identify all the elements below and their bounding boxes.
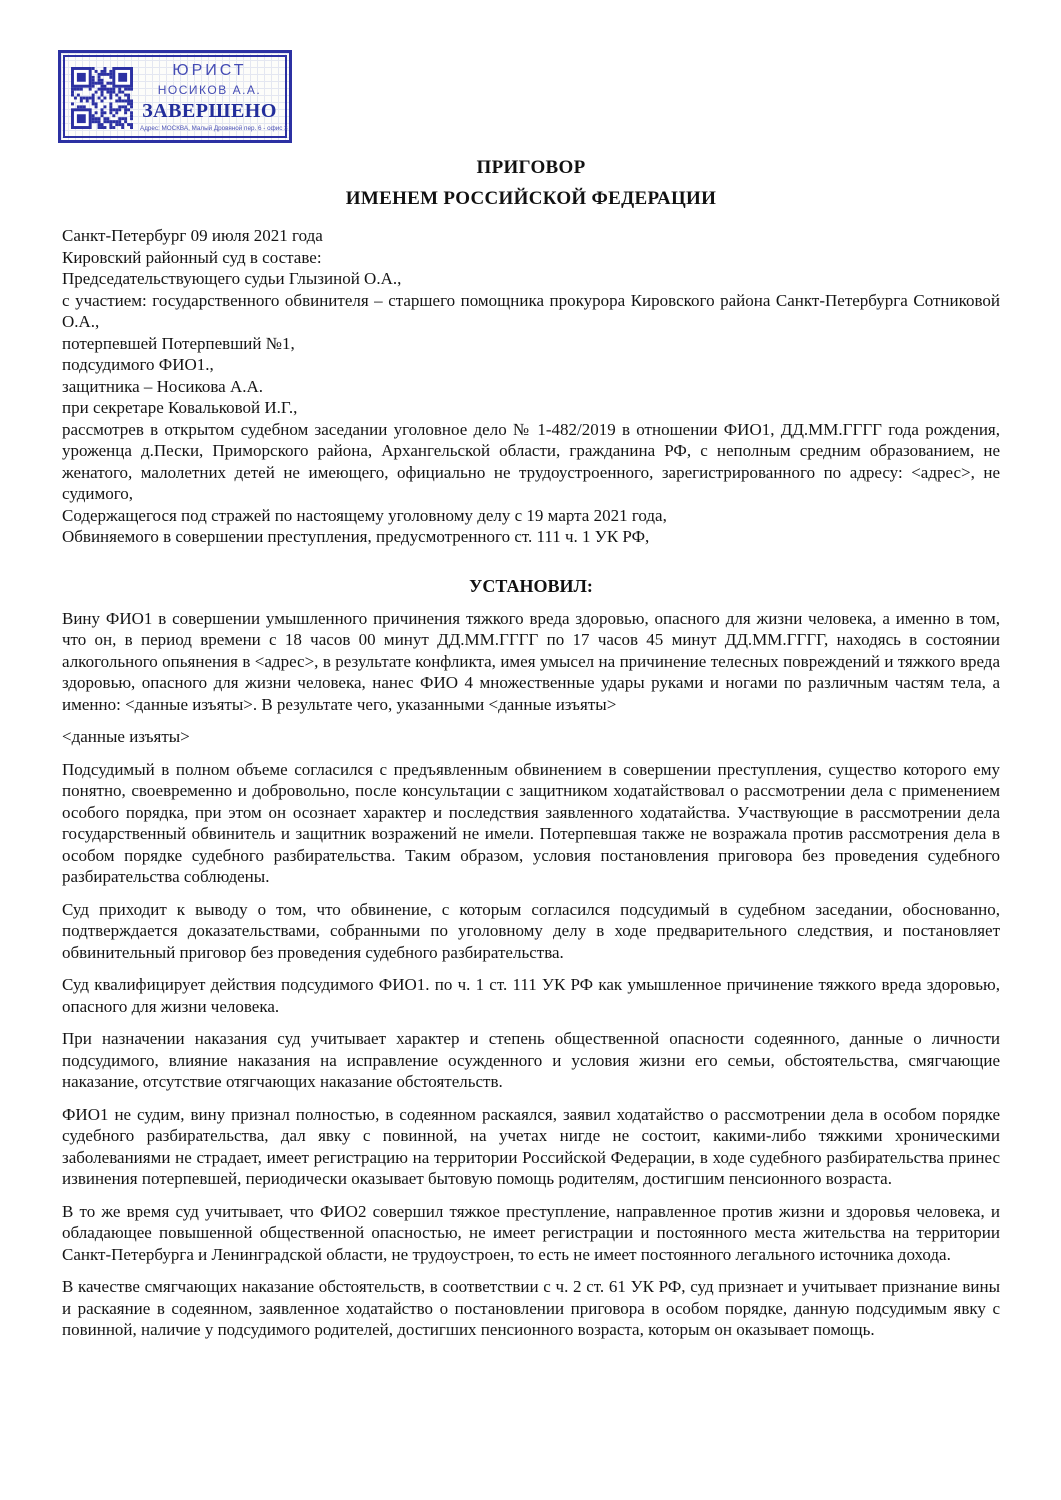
body-paragraph: Суд квалифицирует действия подсудимого ФИО1. по ч. 1 ст. 111 УК РФ как умышленное причинение тяжкого вреда здоровью, опасного для жизни человека. <box>62 975 1000 1016</box>
intro-line: подсудимого ФИО1., <box>62 355 214 374</box>
body-paragraph: Вину ФИО1 в совершении умышленного причинения тяжкого вреда здоровью, опасного для жизни человека, а именно в том, что он, в период времени с 18 часов 00 минут ДД.ММ.ГГГГ по 17 часов 45 минут ДД.ММ.ГГГГ, находясь в состоянии алкогольного опьянения в <адрес>, в результате конфликта, имея умысел на причинение телесных повреждений и тяжкого вреда здоровью, опасного для жизни человека, нанес ФИО 4 множественные удары руками и ногами по различным частям тела, а именно: <данные изъяты>. В результате чего, указанными <данные изъяты> <box>62 608 1000 714</box>
lawyer-stamp <box>58 50 292 143</box>
intro-line: с участием: государственного обвинителя – старшего помощника прокурора Кировского района Санкт-Петербурга Сотниковой О.А., <box>62 290 1000 331</box>
intro-line: Кировский районный суд в составе: <box>62 247 322 267</box>
body-paragraph: При назначении наказания суд учитывает характер и степень общественной опасности содеянного, данные о личности подсудимого, влияние наказания на исправление осужденного и условия жизни его семьи, обстоятельства, смягчающие наказание, отсутствие отягчающих наказание обстоятельств. <box>62 1029 1000 1091</box>
body-paragraph: <данные изъяты> <box>62 727 190 746</box>
body-paragraph: ФИО1 не судим, вину признал полностью, в содеянном раскаялся, заявил ходатайство о рассмотрении дела в особом порядке судебного разбирательства, дал явку с повинной, на учетах нигде не состоит, какими-либо тяжкими хроническими заболеваниями не страдает, имеет регистрацию на территории Российской Федерации, в ходе судебного разбирательства принес извинения потерпевшей, периодически оказывает бытовую помощь родителям, достигшим пенсионного возраста. <box>62 1104 1000 1188</box>
stamp-title: ЮРИСТ <box>172 62 247 79</box>
intro-line: при секретаре Ковальковой И.Г., <box>62 398 298 417</box>
qr-code-icon <box>71 67 133 129</box>
intro-line: Санкт-Петербург 09 июля 2021 года <box>62 226 323 245</box>
stamp-status-badge: ЗАВЕРШЕНО <box>142 100 277 122</box>
body-paragraph: В то же время суд учитывает, что ФИО2 совершил тяжкое преступление, направленное против жизни и здоровья человека, и обладающее повышенной общественной опасностью, не имеет регистрации и постоянного места жительства на территории Санкт-Петербурга и Ленинградской области, не трудоустроен, то есть не имеет постоянного легального источника дохода. <box>62 1201 1000 1264</box>
body-paragraph: Суд приходит к выводу о том, что обвинение, с которым согласился подсудимый в судебном заседании, обоснованно, подтверждается доказательствами, собранными по уголовному делу в ходе предварительного следствия, и постановляет обвинительный приговор без проведения судебного разбирательства. <box>62 899 1000 962</box>
stamp-name: НОСИКОВ А.А. <box>157 83 262 97</box>
section-heading: УСТАНОВИЛ: <box>469 575 593 596</box>
facts-section <box>62 608 1000 1341</box>
document-title: ПРИГОВОР <box>476 157 586 178</box>
stamp-text-block <box>140 62 288 133</box>
intro-line: Содержащегося под стражей по настоящему уголовному делу с 19 марта 2021 года, <box>62 505 667 525</box>
intro-line: Председательствующего судьи Глызиной О.А., <box>62 269 402 288</box>
intro-line: потерпевшей Потерпевший №1, <box>62 333 295 353</box>
stamp-address: Адрес: МОСКВА, Малый Дровяной пер. 6 - офис 3 <box>140 125 288 132</box>
intro-line: защитника – Носикова А.А. <box>62 376 264 396</box>
intro-line: Обвиняемого в совершении преступления, предусмотренного ст. 111 ч. 1 УК РФ, <box>62 527 650 546</box>
intro-line: рассмотрев в открытом судебном заседании уголовное дело № 1-482/2019 в отношении ФИО1, ДД.ММ.ГГГГ года рождения, уроженца д.Пески, Приморского района, Архангельской области, гражданина РФ, с неполным средним образованием, не женатого, малолетних детей не имеющего, официально не трудоустроенного, зарегистрированного по адресу: <адрес>, не судимого, <box>62 419 1000 503</box>
intro-section <box>62 225 1000 548</box>
lawyer-stamp-inner <box>63 55 287 138</box>
body-paragraph: Подсудимый в полном объеме согласился с предъявленным обвинением в совершении преступления, существо которого ему понятно, своевременно и добровольно, после консультации с защитником ходатайствовал о рассмотрении дела с применением особого порядка, при этом он осознает характер и последствия заявленного ходатайства. Участвующие в рассмотрении дела государственный обвинитель и защитник возражений не имели. Потерпевшая также не возражала против рассмотрения дела в особом порядке судебного разбирательства. Таким образом, условия постановления приговора без проведения судебного разбирательства соблюдены. <box>62 759 1000 886</box>
body-paragraph: В качестве смягчающих наказание обстоятельств, в соответствии с ч. 2 ст. 61 УК РФ, суд признает и учитывает признание вины и раскаяние в содеянном, заявленное ходатайство о постановлении приговора в особом порядке, данную подсудимым явку с повинной, наличие у подсудимого родителей, достигших пенсионного возраста, которым он оказывает помощь. <box>62 1277 1000 1339</box>
document-subtitle: ИМЕНЕМ РОССИЙСКОЙ ФЕДЕРАЦИИ <box>345 188 717 209</box>
